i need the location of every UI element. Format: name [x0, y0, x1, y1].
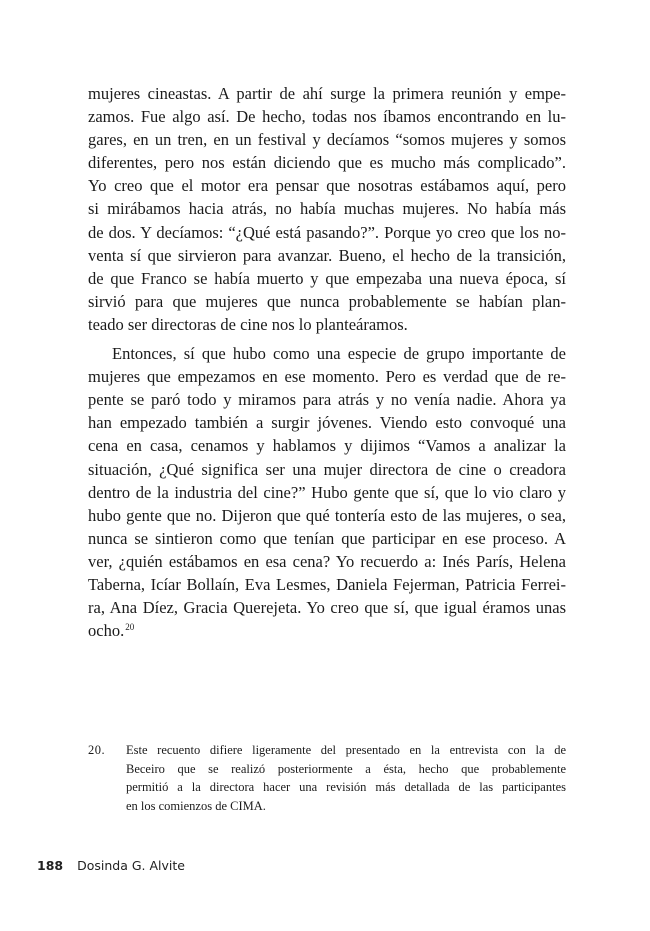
text-line-with-footnote-ref [88, 619, 566, 642]
footnote-number: 20. [88, 743, 106, 757]
text-line: venta sí que sirvieron para avanzar. Bueno, el hecho de la transición, [88, 245, 566, 265]
text-line: de dos. Y decíamos: “¿Qué está pasando?”. Porque yo creo que los no- [88, 222, 566, 242]
text-line: Taberna, Icíar Bollaín, Eva Lesmes, Daniela Fejerman, Patricia Ferrei- [88, 574, 566, 594]
text-line: hubo gente que no. Dijeron que qué tontería esto de las mujeres, o sea, [88, 505, 566, 525]
page-body [88, 82, 566, 642]
text-line: de que Franco se había muerto y que empezaba una nueva época, sí [88, 268, 566, 288]
text-line: Entonces, sí que hubo como una especie de grupo importante de [112, 344, 566, 364]
text-line: nunca se sintieron como que tenían que participar en ese proceso. A [88, 528, 566, 548]
page-number: 188 [37, 858, 64, 873]
text-line: dentro de la industria del cine?” Hubo gente que sí, que lo vio claro y [88, 482, 566, 502]
text-line: mujeres cineastas. A partir de ahí surge la primera reunión y empe- [88, 84, 566, 103]
footnote-line: en los comienzos de CIMA. [126, 798, 266, 813]
text-line: ra, Ana Díez, Gracia Querejeta. Yo creo que sí, que igual éramos unas [88, 598, 566, 618]
footnote-reference[interactable]: 20 [125, 622, 135, 633]
text-line: Yo creo que el motor era pensar que nosotras estábamos aquí, pero [88, 176, 566, 196]
text-line: si mirábamos hacia atrás, no había muchas mujeres. No había más [88, 199, 566, 219]
text-line: situación, ¿Qué significa ser una mujer directora de cine o creadora [88, 459, 566, 479]
text-line: ver, ¿quién estábamos en esa cena? Yo recuerdo a: Inés París, Helena [88, 551, 566, 571]
text-line: mujeres que empezamos en ese momento. Pero es verdad que de re- [88, 367, 566, 387]
footnote-line: Beceiro que se realizó posteriormente a ésta, hecho que probablemente [126, 761, 566, 776]
text-line: ocho. [88, 621, 125, 641]
text-line: cena en casa, cenamos y hablamos y dijimos “Vamos a analizar la [88, 436, 566, 456]
text-line: sirvió para que mujeres que nunca probablemente se habían plan- [88, 291, 566, 311]
text-line: diferentes, pero nos están diciendo que es mucho más complicado”. [88, 153, 566, 173]
page-footer [37, 858, 185, 873]
footnote [88, 741, 566, 815]
text-line: pente se paró todo y miramos para atrás y no venía nadie. Ahora ya [88, 390, 566, 410]
footnote-line: permitió a la directora hacer una revisión más detallada de las participantes [126, 780, 566, 794]
footnote-text [126, 741, 566, 815]
text-line: han empezado también a surgir jóvenes. Viendo esto convoqué una [88, 413, 566, 433]
running-author: Dosinda G. Alvite [77, 858, 185, 873]
text-line: teado ser directoras de cine nos lo planteáramos. [88, 314, 408, 334]
footnote-line: Este recuento difiere ligeramente del presentado en la entrevista con la de [126, 743, 566, 757]
paragraph-1 [88, 82, 566, 336]
text-line: gares, en un tren, en un festival y decíamos “somos mujeres y somos [88, 130, 566, 150]
paragraph-2 [88, 342, 566, 642]
text-line: zamos. Fue algo así. De hecho, todas nos íbamos encontrando en lu- [88, 107, 566, 127]
